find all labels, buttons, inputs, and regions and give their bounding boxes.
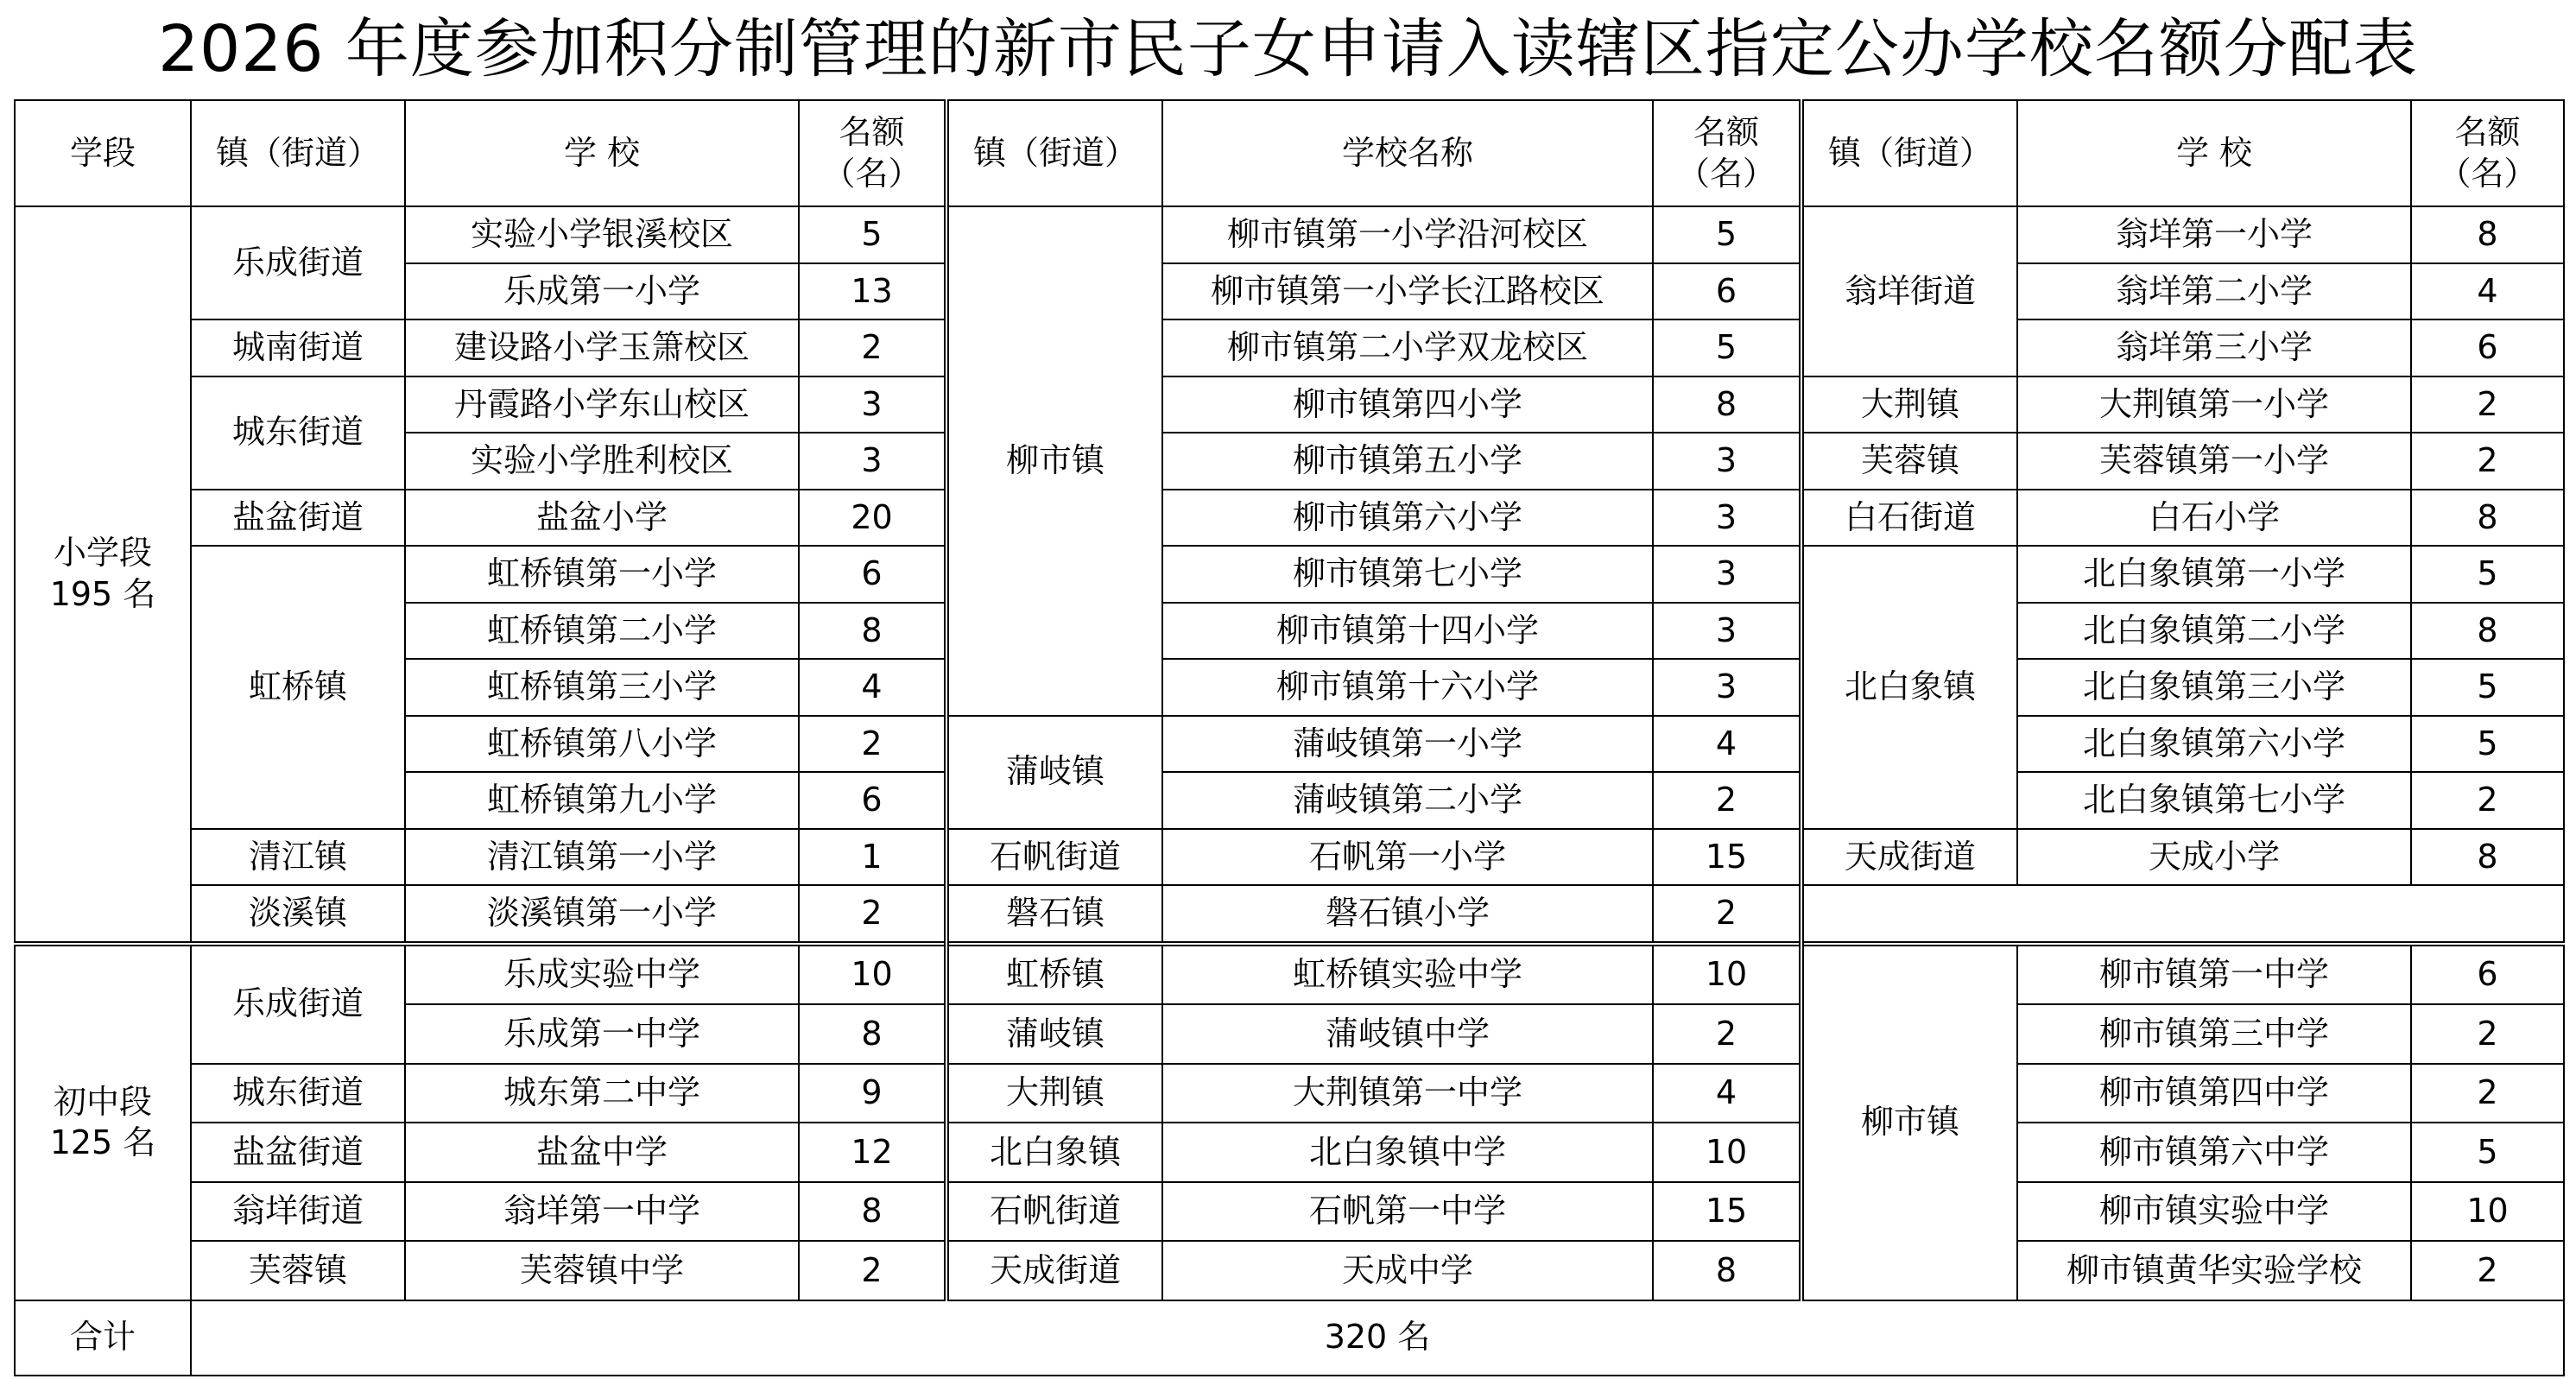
town-cell: 盐盆街道 [191, 490, 405, 547]
quota-cell: 8 [799, 603, 946, 660]
header-quota [2411, 100, 2564, 206]
header-quota-line1: 名额 [839, 113, 905, 151]
town-cell: 芙蓉镇 [1801, 433, 2017, 490]
quota-cell: 5 [2411, 546, 2564, 603]
table-row [15, 944, 2564, 1005]
school-cell: 翁垟第一中学 [405, 1182, 799, 1242]
quota-cell: 2 [1653, 1004, 1801, 1064]
table-header-row [15, 100, 2564, 206]
quota-cell: 6 [799, 772, 946, 829]
header-quota-line2: （名） [1676, 154, 1775, 193]
stage-primary-count: 195 名 [49, 574, 156, 613]
school-cell: 乐成第一中学 [405, 1004, 799, 1064]
quota-cell: 2 [799, 716, 946, 773]
header-school: 学 校 [2017, 100, 2411, 206]
school-cell: 蒲岐镇第二小学 [1162, 772, 1653, 829]
school-cell: 柳市镇第一中学 [2017, 944, 2411, 1005]
header-quota [799, 100, 946, 206]
school-cell: 乐成实验中学 [405, 944, 799, 1005]
header-school: 学 校 [405, 100, 799, 206]
town-cell: 翁垟街道 [1801, 206, 2017, 376]
quota-cell: 10 [1653, 944, 1801, 1005]
town-cell: 清江镇 [191, 829, 405, 886]
town-cell: 大荆镇 [1801, 376, 2017, 433]
school-cell: 柳市镇黄华实验学校 [2017, 1241, 2411, 1300]
school-cell: 柳市镇第五小学 [1162, 433, 1653, 490]
school-cell: 丹霞路小学东山校区 [405, 376, 799, 433]
quota-cell: 6 [1653, 263, 1801, 320]
quota-cell: 12 [799, 1123, 946, 1182]
school-cell: 柳市镇第十六小学 [1162, 659, 1653, 716]
school-cell: 淡溪镇第一小学 [405, 885, 799, 944]
town-cell: 柳市镇 [946, 206, 1162, 716]
school-cell: 翁垟第一小学 [2017, 206, 2411, 263]
town-cell: 石帆街道 [946, 829, 1162, 886]
school-cell: 虹桥镇第八小学 [405, 716, 799, 773]
quota-cell: 2 [2411, 772, 2564, 829]
town-cell: 虹桥镇 [946, 944, 1162, 1005]
table-row [15, 546, 2564, 603]
school-cell: 虹桥镇实验中学 [1162, 944, 1653, 1005]
school-cell: 大荆镇第一小学 [2017, 376, 2411, 433]
school-cell: 石帆第一中学 [1162, 1182, 1653, 1242]
school-cell: 柳市镇第七小学 [1162, 546, 1653, 603]
school-cell: 建设路小学玉箫校区 [405, 319, 799, 376]
school-cell: 柳市镇第二小学双龙校区 [1162, 319, 1653, 376]
town-cell: 大荆镇 [946, 1064, 1162, 1123]
quota-cell: 8 [2411, 206, 2564, 263]
quota-cell: 4 [2411, 263, 2564, 320]
quota-cell: 8 [2411, 490, 2564, 547]
quota-cell: 2 [2411, 1004, 2564, 1064]
school-cell: 柳市镇第一小学沿河校区 [1162, 206, 1653, 263]
school-cell: 蒲岐镇第一小学 [1162, 716, 1653, 773]
quota-cell: 8 [2411, 603, 2564, 660]
school-cell: 虹桥镇第九小学 [405, 772, 799, 829]
quota-cell: 3 [1653, 546, 1801, 603]
school-cell: 北白象镇第三小学 [2017, 659, 2411, 716]
school-cell: 北白象镇第七小学 [2017, 772, 2411, 829]
quota-cell: 5 [1653, 206, 1801, 263]
quota-cell: 6 [799, 546, 946, 603]
table-row [15, 1064, 2564, 1123]
quota-cell: 4 [1653, 716, 1801, 773]
quota-cell: 2 [799, 885, 946, 944]
town-cell: 蒲岐镇 [946, 716, 1162, 829]
school-cell: 城东第二中学 [405, 1064, 799, 1123]
town-cell: 北白象镇 [946, 1123, 1162, 1182]
quota-cell: 9 [799, 1064, 946, 1123]
quota-cell: 5 [2411, 659, 2564, 716]
school-cell: 盐盆中学 [405, 1123, 799, 1182]
header-quota [1653, 100, 1801, 206]
table-row [15, 490, 2564, 547]
school-cell: 盐盆小学 [405, 490, 799, 547]
town-cell: 柳市镇 [1801, 944, 2017, 1300]
stage-primary-label: 小学段 [53, 534, 152, 572]
quota-cell: 13 [799, 263, 946, 320]
table-row [15, 376, 2564, 433]
school-cell: 磐石镇小学 [1162, 885, 1653, 944]
school-cell: 实验小学胜利校区 [405, 433, 799, 490]
school-cell: 虹桥镇第三小学 [405, 659, 799, 716]
quota-cell: 2 [2411, 433, 2564, 490]
stage-middle-label: 初中段 [53, 1082, 152, 1121]
town-cell: 城南街道 [191, 319, 405, 376]
school-cell: 柳市镇第一小学长江路校区 [1162, 263, 1653, 320]
quota-cell: 2 [2411, 376, 2564, 433]
school-cell: 北白象镇中学 [1162, 1123, 1653, 1182]
school-cell: 翁垟第二小学 [2017, 263, 2411, 320]
quota-cell: 8 [2411, 829, 2564, 886]
quota-cell: 3 [1653, 490, 1801, 547]
town-cell: 盐盆街道 [191, 1123, 405, 1182]
quota-cell: 4 [799, 659, 946, 716]
town-cell: 翁垟街道 [191, 1182, 405, 1242]
quota-cell: 3 [799, 433, 946, 490]
stage-middle-cell [15, 944, 191, 1300]
quota-cell: 2 [2411, 1064, 2564, 1123]
header-quota-line2: （名） [2438, 154, 2537, 193]
school-cell: 蒲岐镇中学 [1162, 1004, 1653, 1064]
quota-cell: 3 [1653, 603, 1801, 660]
quota-cell: 3 [1653, 659, 1801, 716]
quota-cell: 2 [1653, 885, 1801, 944]
header-stage: 学段 [15, 100, 191, 206]
town-cell: 白石街道 [1801, 490, 2017, 547]
town-cell: 天成街道 [1801, 829, 2017, 886]
quota-cell: 2 [2411, 1241, 2564, 1300]
school-cell: 虹桥镇第一小学 [405, 546, 799, 603]
quota-cell: 5 [2411, 716, 2564, 773]
quota-cell: 1 [799, 829, 946, 886]
table-row [15, 206, 2564, 263]
quota-cell: 10 [1653, 1123, 1801, 1182]
school-cell: 乐成第一小学 [405, 263, 799, 320]
table-row [15, 1241, 2564, 1300]
school-cell: 天成小学 [2017, 829, 2411, 886]
total-value: 320 名 [191, 1300, 2564, 1376]
quota-cell: 6 [2411, 944, 2564, 1005]
header-town: 镇（街道） [1801, 100, 2017, 206]
quota-cell: 5 [2411, 1123, 2564, 1182]
quota-cell: 10 [799, 944, 946, 1005]
quota-cell: 3 [799, 376, 946, 433]
town-cell: 淡溪镇 [191, 885, 405, 944]
table-row [15, 319, 2564, 376]
total-label: 合计 [15, 1300, 191, 1376]
town-cell: 乐成街道 [191, 944, 405, 1064]
town-cell: 石帆街道 [946, 1182, 1162, 1242]
school-cell: 柳市镇第四小学 [1162, 376, 1653, 433]
header-quota-line1: 名额 [2454, 113, 2521, 151]
town-cell: 乐成街道 [191, 206, 405, 319]
town-cell: 城东街道 [191, 376, 405, 490]
quota-table [14, 99, 2565, 1376]
header-quota-line1: 名额 [1693, 113, 1759, 151]
school-cell: 石帆第一小学 [1162, 829, 1653, 886]
header-quota-line2: （名） [822, 154, 921, 193]
total-row [15, 1300, 2564, 1376]
quota-cell: 2 [799, 319, 946, 376]
school-cell: 芙蓉镇第一小学 [2017, 433, 2411, 490]
school-cell: 柳市镇第四中学 [2017, 1064, 2411, 1123]
school-cell: 柳市镇第六小学 [1162, 490, 1653, 547]
header-school-name: 学校名称 [1162, 100, 1653, 206]
empty-cell [1801, 885, 2564, 944]
quota-cell: 3 [1653, 433, 1801, 490]
town-cell: 蒲岐镇 [946, 1004, 1162, 1064]
school-cell: 实验小学银溪校区 [405, 206, 799, 263]
school-cell: 柳市镇第三中学 [2017, 1004, 2411, 1064]
town-cell: 虹桥镇 [191, 546, 405, 829]
quota-cell: 8 [799, 1182, 946, 1242]
town-cell: 芙蓉镇 [191, 1241, 405, 1300]
quota-cell: 4 [1653, 1064, 1801, 1123]
quota-cell: 5 [799, 206, 946, 263]
quota-cell: 8 [1653, 1241, 1801, 1300]
school-cell: 柳市镇实验中学 [2017, 1182, 2411, 1242]
quota-cell: 8 [1653, 376, 1801, 433]
school-cell: 芙蓉镇中学 [405, 1241, 799, 1300]
school-cell: 清江镇第一小学 [405, 829, 799, 886]
quota-cell: 10 [2411, 1182, 2564, 1242]
quota-cell: 5 [1653, 319, 1801, 376]
quota-cell: 2 [1653, 772, 1801, 829]
quota-cell: 20 [799, 490, 946, 547]
school-cell: 翁垟第三小学 [2017, 319, 2411, 376]
stage-primary-cell [15, 206, 191, 944]
table-row [15, 829, 2564, 886]
table-row [15, 1182, 2564, 1242]
school-cell: 白石小学 [2017, 490, 2411, 547]
header-town: 镇（街道） [191, 100, 405, 206]
quota-cell: 15 [1653, 1182, 1801, 1242]
stage-middle-count: 125 名 [49, 1123, 156, 1161]
school-cell: 柳市镇第十四小学 [1162, 603, 1653, 660]
school-cell: 北白象镇第二小学 [2017, 603, 2411, 660]
school-cell: 北白象镇第一小学 [2017, 546, 2411, 603]
quota-cell: 2 [799, 1241, 946, 1300]
table-row [15, 885, 2564, 944]
school-cell: 天成中学 [1162, 1241, 1653, 1300]
school-cell: 大荆镇第一中学 [1162, 1064, 1653, 1123]
town-cell: 北白象镇 [1801, 546, 2017, 829]
header-town: 镇（街道） [946, 100, 1162, 206]
page-title: 2026 年度参加积分制管理的新市民子女申请入读辖区指定公办学校名额分配表 [158, 12, 2418, 86]
town-cell: 天成街道 [946, 1241, 1162, 1300]
quota-cell: 8 [799, 1004, 946, 1064]
town-cell: 城东街道 [191, 1064, 405, 1123]
table-row [15, 1123, 2564, 1182]
school-cell: 虹桥镇第二小学 [405, 603, 799, 660]
town-cell: 磐石镇 [946, 885, 1162, 944]
school-cell: 北白象镇第六小学 [2017, 716, 2411, 773]
school-cell: 柳市镇第六中学 [2017, 1123, 2411, 1182]
quota-cell: 6 [2411, 319, 2564, 376]
quota-cell: 15 [1653, 829, 1801, 886]
